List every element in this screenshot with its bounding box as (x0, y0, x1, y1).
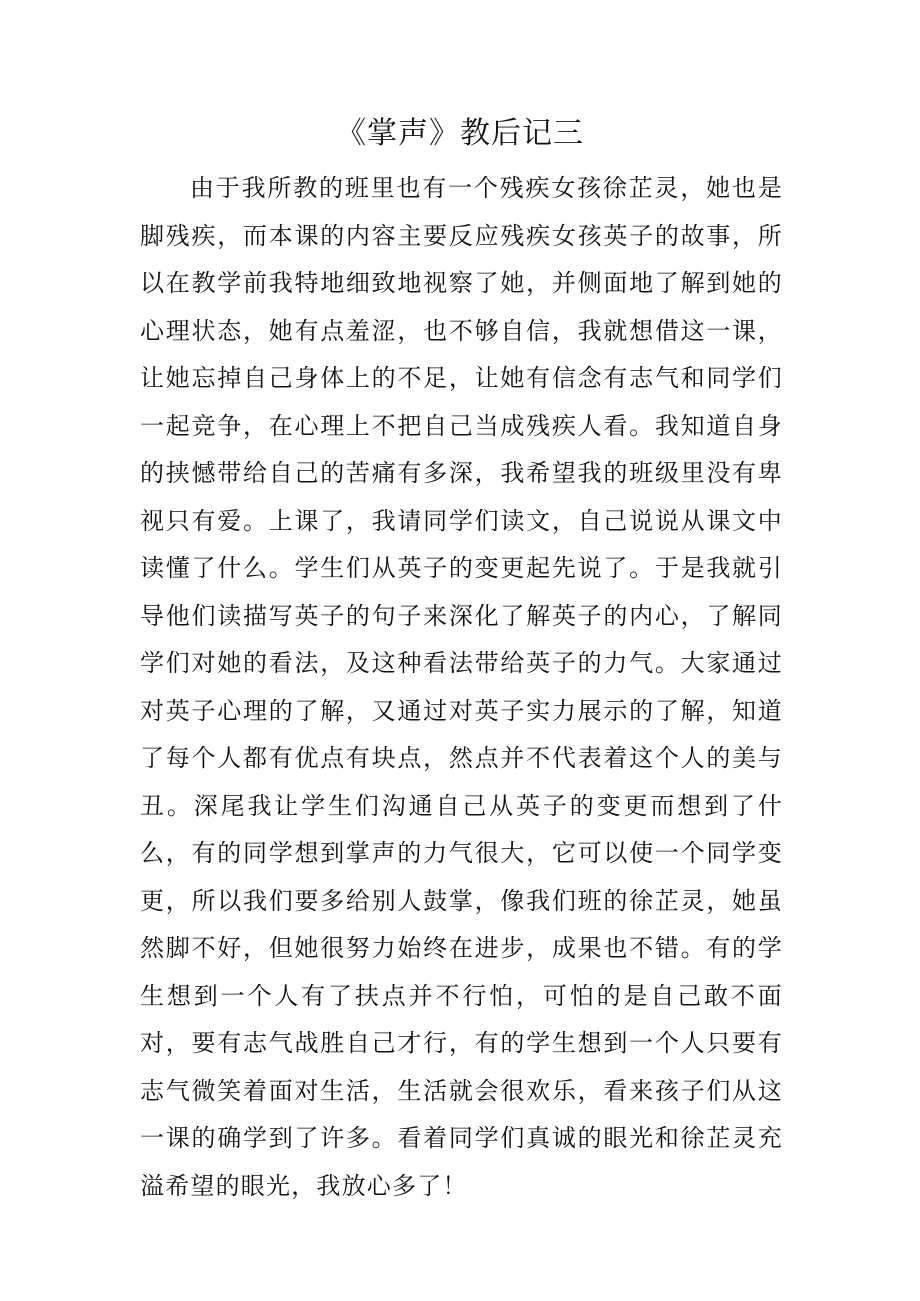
document-title: 《掌声》教后记三 (336, 116, 584, 151)
body-paragraph: 由于我所教的班里也有一个残疾女孩徐芷灵，她也是脚残疾，而本课的内容主要反应残疾女孩英子的故事，所以在教学前我特地细致地视察了她，并侧面地了解到她的心理状态，她有点羞涩，也不够自信，我就想借这一课，让她忘掉自己身体上的不足，让她有信念有志气和同学们一起竞争，在心理上不把自己当成残疾人看。我知道自身的挟憾带给自己的苦痛有多深，我希望我的班级里没有卑视只有爱。上课了，我请同学们读文，自己说说从课文中读懂了什么。学生们从英子的变更起先说了。于是我就引导他们读描写英子的句子来深化了解英子的内心，了解同学们对她的看法，及这种看法带给英子的力气。大家通过对英子心理的了解，又通过对英子实力展示的了解，知道了每个人都有优点有块点，然点并不代表着这个人的美与丑。深尾我让学生们沟通自己从英子的变更而想到了什么，有的同学想到掌声的力气很大，它可以使一个同学变更，所以我们要多给别人鼓掌，像我们班的徐芷灵，她虽然脚不好，但她很努力始终在进步，成果也不错。有的学生想到一个人有了扶点并不行怕，可怕的是自己敢不面对，要有志气战胜自己才行，有的学生想到一个人只要有志气微笑着面对生活，生活就会很欢乐，看来孩子们从这一课的确学到了许多。看着同学们真诚的眼光和徐芷灵充溢希望的眼光，我放心多了！ (140, 174, 783, 1200)
